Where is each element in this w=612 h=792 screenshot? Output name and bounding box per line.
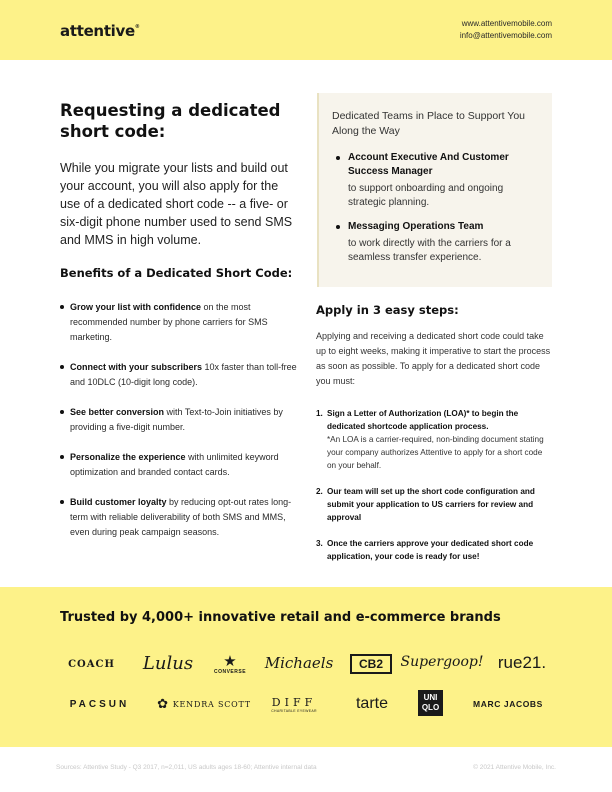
benefit-item: Build customer loyalty by reducing opt-out rates long-term with reliable deliverability of both SMS and MMS, even during peak campaign seasons. xyxy=(60,495,298,540)
teams-list xyxy=(332,151,538,265)
marc-jacobs-logo: MARC JACOBS xyxy=(473,699,543,709)
steps-section xyxy=(316,303,552,576)
step-text: Our team will set up the short code configuration and submit your application to US carriers for review and approval xyxy=(327,487,535,522)
uniqlo-logo: UNI QLO xyxy=(418,690,443,716)
coach-logo: COACH xyxy=(68,658,115,670)
step-text: Sign a Letter of Authorization (LOA)* to begin the dedicated shortcode application process. xyxy=(327,409,519,431)
step-text: Once the carriers approve your dedicated short code application, your code is ready for use! xyxy=(327,539,534,561)
steps-list xyxy=(316,407,552,563)
kendra-wordmark: KENDRA SCOTT xyxy=(172,699,251,709)
support-teams-title: Dedicated Teams in Place to Support You Along the Way xyxy=(332,110,526,137)
converse-star-icon: ★ xyxy=(223,652,237,670)
diff-wordmark: DIFF xyxy=(271,695,317,709)
footer-copyright: © 2021 Attentive Mobile, Inc. xyxy=(473,764,556,771)
website-link[interactable]: www.attentivemobile.com xyxy=(461,19,552,28)
cb2-logo: CB2 xyxy=(350,654,392,674)
kendra-scott-logo xyxy=(156,695,252,713)
rue21-logo: rue21. xyxy=(497,653,547,672)
step-number: 2. xyxy=(316,487,323,496)
michaels-logo: Michaels xyxy=(264,654,334,672)
benefits-list xyxy=(60,300,298,540)
team-description: to work directly with the carriers for a seamless transfer experience. xyxy=(348,238,511,263)
step-number: 1. xyxy=(316,409,323,418)
benefits-heading: Benefits of a Dedicated Short Code: xyxy=(60,266,293,280)
step-item xyxy=(316,537,552,563)
converse-wordmark: CONVERSE xyxy=(213,668,247,675)
benefit-item: Connect with your subscribers 10x faster than toll-free and 10DLC (10-digit long code). xyxy=(60,360,298,390)
contact-info xyxy=(460,18,552,42)
lulus-logo: Lulus xyxy=(142,652,194,674)
intro-paragraph: While you migrate your lists and build out your account, you will also apply for the use of a dedicated short code -- a five- or six-digit phone number used to send SMS and MMS in high volume. xyxy=(60,161,293,247)
email-link[interactable]: info@attentivemobile.com xyxy=(459,31,552,40)
benefit-item: Personalize the experience with unlimited keyword optimization and branded contact cards. xyxy=(60,450,298,480)
tarte-logo: tarte xyxy=(355,695,388,712)
team-item xyxy=(332,151,538,210)
steps-heading: Apply in 3 easy steps: xyxy=(316,303,459,317)
step-item xyxy=(316,407,552,472)
team-item xyxy=(332,220,538,265)
brands-heading: Trusted by 4,000+ innovative retail and e-commerce brands xyxy=(60,610,501,625)
benefit-item: See better conversion with Text-to-Join initiatives by providing a five-digit number. xyxy=(60,405,298,435)
pacsun-logo: PACSUN xyxy=(69,698,130,710)
step-number: 3. xyxy=(316,539,323,548)
step-note: *An LOA is a carrier-required, non-binding document stating your company authorizes Attentive to apply for a short code on your behalf. xyxy=(327,435,544,470)
benefit-item: Grow your list with confidence on the most recommended number by phone carriers for SMS marketing. xyxy=(60,300,298,345)
left-column xyxy=(60,100,298,555)
supergoop-logo: Supergoop! xyxy=(400,654,484,670)
footer-sources: Sources: Attentive Study - Q3 2017, n=2,011, US adults ages 18-60; Attentive internal data xyxy=(56,764,317,771)
converse-logo xyxy=(210,650,250,678)
step-item xyxy=(316,485,552,524)
kendra-flower-icon: ✿ xyxy=(157,696,169,712)
page-title: Requesting a dedicated short code: xyxy=(60,101,281,141)
diff-subtitle: CHARITABLE EYEWEAR xyxy=(271,708,317,713)
team-name: Messaging Operations Team xyxy=(348,221,484,232)
steps-intro: Applying and receiving a dedicated short code could take up to eight weeks, making it imperative to start the process as soon as possible. To apply for a dedicated short code you must: xyxy=(316,331,551,386)
attentive-logo: attentive® xyxy=(60,22,140,40)
team-description: to support onboarding and ongoing strategic planning. xyxy=(348,183,504,208)
diff-logo xyxy=(270,692,318,716)
team-name: Account Executive And Customer Success Manager xyxy=(348,152,509,177)
support-teams-box xyxy=(317,93,552,287)
